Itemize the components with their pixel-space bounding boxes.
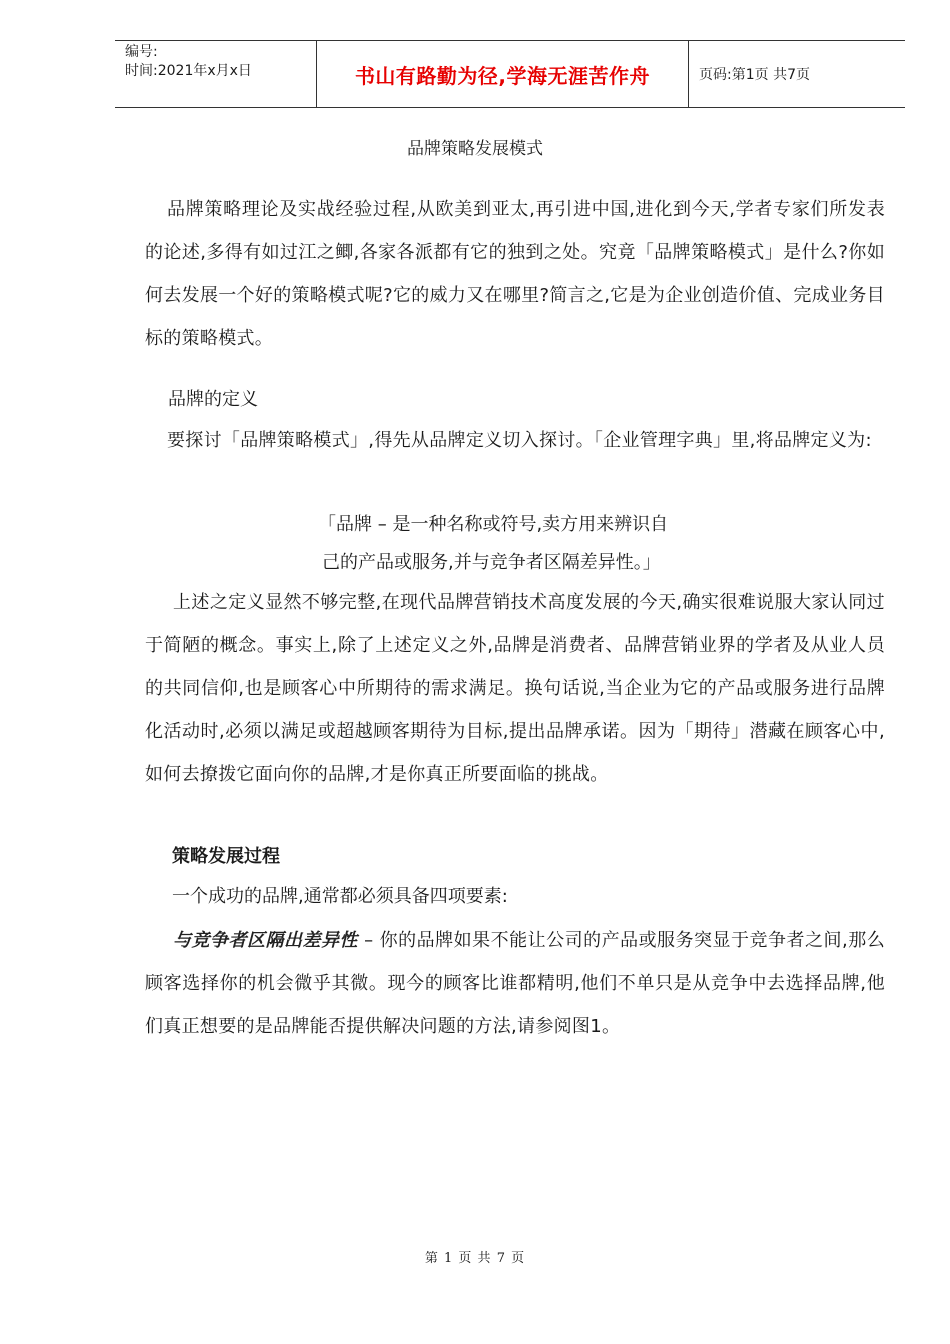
- header-motto: 书山有路勤为径,学海无涯苦作舟: [354, 63, 651, 88]
- time-label: 时间:2021年x月x日: [125, 63, 252, 79]
- intro-paragraph: 品牌策略理论及实战经验过程,从欧美到亚太,再引进中国,进化到今天,学者专家们所发表的论述,多得有如过江之鲫,各家各派都有它的独到之处。究竟「品牌策略模式」是什么?你如何去发展一个好的策略模式呢?它的威力又在哪里?简言之,它是为企业创造价值、完成业务目标的策略模式。: [145, 199, 885, 349]
- definition-paragraph: 要探讨「品牌策略模式」,得先从品牌定义切入探讨。「企业管理字典」里,将品牌定义为:: [167, 430, 872, 451]
- page-footer: 第 1 页 共 7 页: [424, 1251, 526, 1266]
- element-text: – 你的品牌如果不能让公司的产品或服务突显于竞争者之间,那么顾客选择你的机会微乎其微。现今的顾客比谁都精明,他们不单只是从竞争中去选择品牌,他们真正想要的是品牌能否提供解决问题的方法,请参阅图1。: [145, 930, 885, 1037]
- number-label: 编号:: [125, 44, 158, 60]
- strategy-intro: 一个成功的品牌,通常都必须具备四项要素:: [172, 886, 508, 907]
- section-heading-strategy: 策略发展过程: [172, 846, 280, 867]
- element-title: 与竞争者区隔出差异性: [173, 930, 358, 951]
- header-page-info: 页码:第1页 共7页: [699, 67, 810, 83]
- document-title: 品牌策略发展模式: [407, 139, 543, 159]
- section-heading-definition: 品牌的定义: [168, 389, 258, 410]
- quote-line-1: 「品牌 – 是一种名称或符号,卖方用来辨识自: [318, 514, 669, 535]
- quote-line-2: 己的产品或服务,并与竞争者区隔差异性。」: [322, 552, 661, 573]
- definition-discussion-paragraph: 上述之定义显然不够完整,在现代品牌营销技术高度发展的今天,确实很难说服大家认同过于简陋的概念。事实上,除了上述定义之外,品牌是消费者、品牌营销业界的学者及从业人员的共同信仰,也是顾客心中所期待的需求满足。换句话说,当企业为它的产品或服务进行品牌化活动时,必须以满足或超越顾客期待为目标,提出品牌承诺。因为「期待」潜藏在顾客心中,如何去撩拨它面向你的品牌,才是你真正所要面临的挑战。: [145, 592, 885, 785]
- definition-quote: [318, 506, 738, 582]
- header-meta: [125, 43, 315, 81]
- element-differentiation-paragraph: [145, 919, 885, 1048]
- page-header: [115, 40, 905, 108]
